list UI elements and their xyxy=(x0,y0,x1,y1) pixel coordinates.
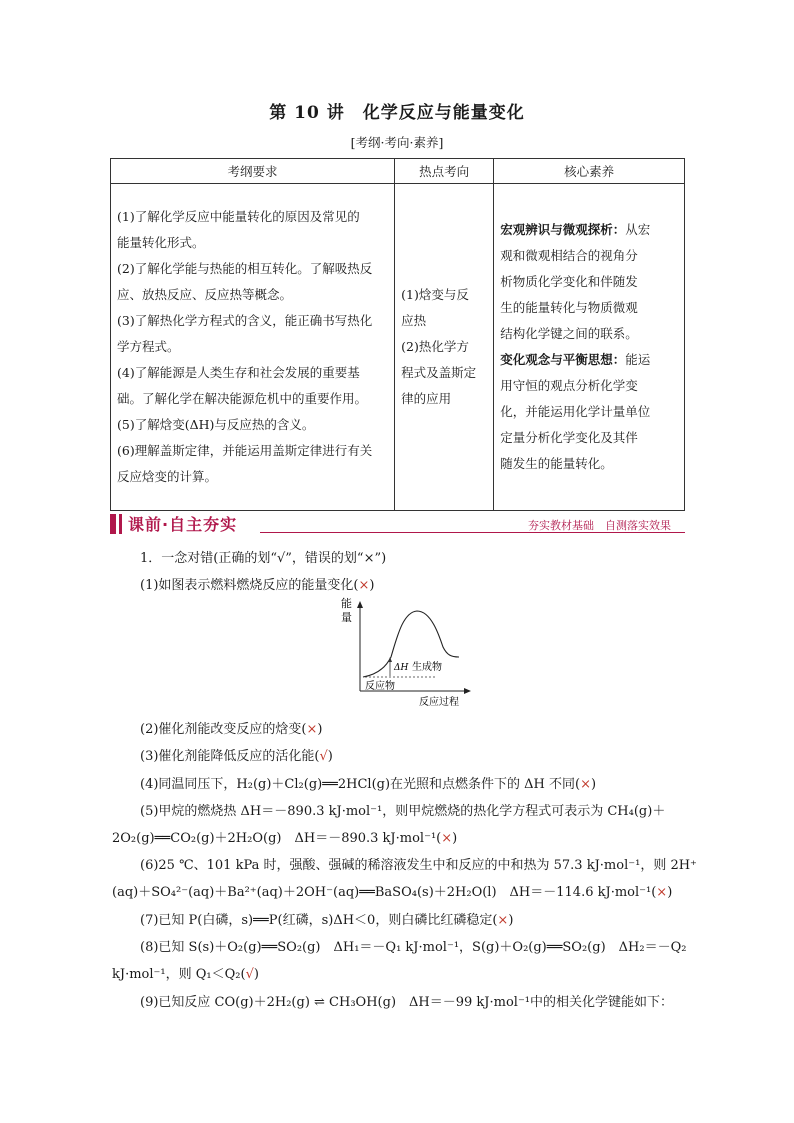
exercise-item-3: (3)催化剂能降低反应的活化能(√) xyxy=(140,749,333,764)
diagram-xlabel: 反应过程 xyxy=(419,697,459,708)
exercise-item-5: (5)甲烷的燃烧热 ΔH＝－890.3 kJ·mol⁻¹，则甲烷燃烧的热化学方程式可表示为 CH₄(g)＋ xyxy=(140,804,666,819)
literacy-line: 用守恒的观点分析化学变 xyxy=(500,378,638,393)
requirement-line: (4)了解能源是人类生存和社会发展的重要基 xyxy=(117,365,360,380)
hotspot-line: (2)热化学方 xyxy=(401,339,469,354)
answer-mark: × xyxy=(497,913,509,928)
exercise-item-7: (7)已知 P(白磷，s)══P(红磷，s)ΔH＜0，则白磷比红磷稳定(×) xyxy=(140,913,514,928)
exercise-item-4: (4)同温同压下，H₂(g)＋Cl₂(g)══2HCl(g)在光照和点燃条件下的 ΔH 不同(×) xyxy=(140,777,597,792)
diagram-ylabel: 量 xyxy=(341,611,352,624)
literacy-heading: 宏观辨识与微观探析： xyxy=(500,222,626,237)
exercise-item-5-cont: 2O₂(g)══CO₂(g)＋2H₂O(g) ΔH＝－890.3 kJ·mol⁻¹(×) xyxy=(112,831,458,846)
answer-mark: × xyxy=(580,777,592,792)
hotspot-line: (1)焓变与反 xyxy=(401,287,469,302)
requirement-line: 能量转化形式。 xyxy=(117,235,205,250)
answer-mark: × xyxy=(358,578,370,593)
literacy-cell xyxy=(494,184,685,511)
requirement-line: 应、放热反应、反应热等概念。 xyxy=(117,287,293,302)
exercise-item-8-cont: kJ·mol⁻¹，则 Q₁＜Q₂(√) xyxy=(112,967,259,982)
exercise-item-8: (8)已知 S(s)＋O₂(g)══SO₂(g) ΔH₁＝－Q₁ kJ·mol⁻¹，S(g)＋O₂(g)══SO₂(g) ΔH₂＝－Q₂ xyxy=(140,940,687,955)
literacy-text: 能运 xyxy=(625,352,651,367)
literacy-line: 定量分析化学变化及其伴 xyxy=(500,430,638,445)
section-title: 课前·自主夯实 xyxy=(128,515,238,534)
literacy-line: 观和微观相结合的视角分 xyxy=(500,248,638,263)
literacy-line: 随发生的能量转化。 xyxy=(500,456,613,471)
page-subtitle: [考纲·考向·素养] xyxy=(350,135,444,150)
energy-curve xyxy=(363,611,459,677)
diagram-ylabel: 能 xyxy=(341,597,352,610)
requirement-line: 学方程式。 xyxy=(117,339,180,354)
table-row xyxy=(111,184,685,511)
diagram-x-arrow xyxy=(464,688,471,694)
answer-mark: × xyxy=(441,831,453,846)
requirement-line: (1)了解化学反应中能量转化的原因及常见的 xyxy=(117,209,360,224)
exercise-item-1: (1)如图表示燃料燃烧反应的能量变化(×) xyxy=(140,578,375,593)
requirement-line: 础。了解化学在解决能源危机中的重要作用。 xyxy=(117,391,368,406)
answer-mark: √ xyxy=(319,749,328,764)
requirement-line: (5)了解焓变(ΔH)与反应热的含义。 xyxy=(117,417,315,432)
hotspot-line: 应热 xyxy=(401,313,427,328)
delta-h-arrowhead xyxy=(388,657,392,662)
requirement-line: (6)理解盖斯定律，并能运用盖斯定律进行有关 xyxy=(117,443,373,458)
table-header: 热点考向 xyxy=(395,159,494,184)
exercise-item-6: (6)25 ℃、101 kPa 时，强酸、强碱的稀溶液发生中和反应的中和热为 57.3 kJ·mol⁻¹，则 2H⁺ xyxy=(140,858,697,873)
exercise-item-9: (9)已知反应 CO(g)＋2H₂(g) ⇌ CH₃OH(g) ΔH＝－99 kJ·mol⁻¹中的相关化学键能如下： xyxy=(140,995,674,1010)
literacy-line xyxy=(500,347,678,373)
answer-mark: √ xyxy=(245,967,254,982)
energy-diagram xyxy=(335,597,475,712)
hotspots-cell xyxy=(395,184,494,511)
table-header: 核心素养 xyxy=(494,159,685,184)
requirements-cell xyxy=(111,184,395,511)
syllabus-table xyxy=(110,158,685,511)
diagram-y-arrow xyxy=(357,601,363,608)
literacy-text: 从宏 xyxy=(625,222,651,237)
exercise-item-2: (2)催化剂能改变反应的焓变(×) xyxy=(140,722,323,737)
banner-accent xyxy=(110,514,116,534)
literacy-line xyxy=(500,217,678,243)
literacy-heading: 变化观念与平衡思想： xyxy=(500,352,626,367)
exercise-item-6-cont: (aq)＋SO₄²⁻(aq)＋Ba²⁺(aq)＋2OH⁻(aq)══BaSO₄(s)＋2H₂O(l) ΔH＝－114.6 kJ·mol⁻¹(×) xyxy=(112,885,673,900)
literacy-line: 化，并能运用化学计量单位 xyxy=(500,404,651,419)
page-title: 第 10 讲 化学反应与能量变化 xyxy=(269,103,525,123)
literacy-line: 析物质化学变化和伴随发 xyxy=(500,274,638,289)
section-banner xyxy=(110,512,685,536)
answer-mark: × xyxy=(306,722,318,737)
banner-accent xyxy=(119,514,122,534)
requirement-line: 反应焓变的计算。 xyxy=(117,469,218,484)
table-header-row xyxy=(111,159,685,184)
hotspot-line: 程式及盖斯定 xyxy=(401,365,477,380)
hotspot-line: 律的应用 xyxy=(401,391,452,406)
literacy-line: 结构化学键之间的联系。 xyxy=(500,326,638,341)
table-header: 考纲要求 xyxy=(111,159,395,184)
requirement-line: (2)了解化学能与热能的相互转化。了解吸热反 xyxy=(117,261,373,276)
section-tagline: 夯实教材基础 自测落实效果 xyxy=(528,519,671,532)
delta-h-label: ΔH xyxy=(394,663,409,673)
exercise-intro: 1．一念对错(正确的划“√”，错误的划“×”) xyxy=(140,551,387,566)
literacy-line: 生的能量转化与物质微观 xyxy=(500,300,638,315)
answer-mark: × xyxy=(656,885,668,900)
reactant-label: 反应物 xyxy=(365,681,395,692)
requirement-line: (3)了解热化学方程式的含义，能正确书写热化 xyxy=(117,313,373,328)
product-label: 生成物 xyxy=(412,662,442,673)
